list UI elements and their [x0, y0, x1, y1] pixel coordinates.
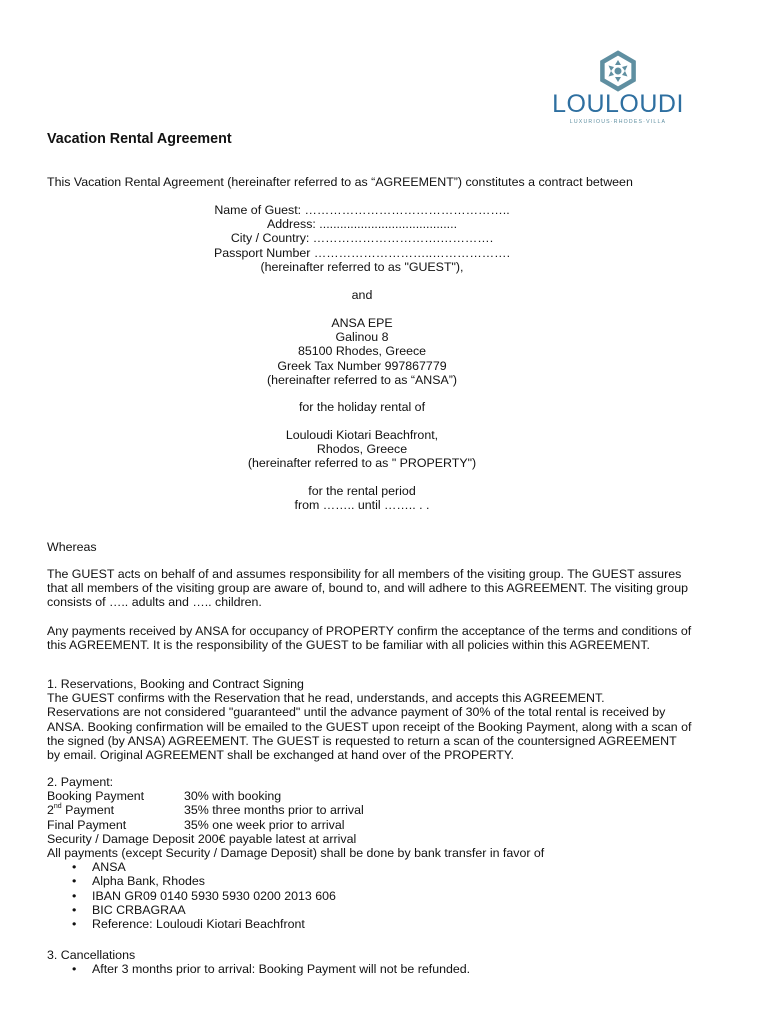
ansa-block [47, 316, 677, 387]
list-item: • Reference: Louloudi Kiotari Beachfront [47, 917, 727, 931]
louloudi-logo [548, 50, 688, 126]
rental-period-label: for the rental period [308, 484, 416, 498]
payment-row [47, 818, 727, 832]
cancellation-list [47, 962, 727, 976]
paragraph-line: The GUEST acts on behalf of and assumes responsibility for all members of the visiting group. The GUEST assures [47, 567, 682, 581]
list-item: • ANSA [47, 860, 727, 874]
property-block [47, 428, 677, 471]
payment-value: 35% one week prior to arrival [184, 817, 345, 832]
ansa-tax-number: Greek Tax Number 997867779 [277, 358, 447, 373]
bank-details-list [47, 860, 727, 931]
ansa-reference: (hereinafter referred to as “ANSA”) [266, 372, 458, 387]
property-reference: (hereinafter referred to as " PROPERTY") [247, 456, 477, 471]
bank-transfer-line: All payments (except Security / Damage Deposit) shall be done by bank transfer in favor of [47, 846, 545, 861]
group-responsibility-paragraph [47, 567, 727, 610]
section-cancellations [47, 948, 727, 976]
list-item: • BIC CRBAGRAA [47, 903, 727, 917]
ansa-city: 85100 Rhodes, Greece [297, 344, 427, 359]
and-text: and [351, 288, 373, 302]
payment-label [47, 803, 184, 817]
document-title: Vacation Rental Agreement [47, 131, 232, 147]
payment-row [47, 803, 727, 817]
payment-label-rest: Payment [61, 803, 115, 818]
holiday-rental-text: for the holiday rental of [298, 400, 426, 414]
intro-text: This Vacation Rental Agreement (hereinafter referred to as “AGREEMENT”) constitutes a contract between [47, 175, 633, 189]
paragraph-line: the signed (by ANSA) AGREEMENT. The GUEST is requested to return a scan of the countersigned AGREEMENT [47, 733, 677, 748]
brand-name: LOULOUDI [552, 90, 684, 118]
section-heading: 2. Payment: [47, 775, 114, 789]
paragraph-line: this AGREEMENT. It is the responsibility of the GUEST to be familiar with all policies within this AGREEMENT. [47, 638, 650, 653]
section-reservations [47, 677, 727, 762]
paragraph-line: The GUEST confirms with the Reservation that he read, understands, and accepts this AGREEMENT. [47, 691, 605, 706]
paragraph-line: consists of ….. adults and ….. children. [47, 595, 262, 610]
payment-value: 30% with booking [184, 789, 282, 804]
list-item: • IBAN GR09 0140 5930 5930 0200 2013 606 [47, 889, 727, 903]
property-location: Rhodos, Greece [316, 442, 408, 457]
payment-label: Final Payment [47, 817, 127, 832]
paragraph-line: that all members of the visiting group are aware of, bound to, and will adhere to this AGREEMENT. The visiting group [47, 581, 688, 596]
paragraph-line: Reservations are not considered "guaranteed" until the advance payment of 30% of the total rental is received by [47, 705, 666, 720]
flower-emblem-icon [597, 50, 639, 92]
ordinal-number: 2 [47, 803, 54, 818]
section-payment [47, 775, 727, 931]
paragraph-line: by email. Original AGREEMENT shall be exchanged at hand over of the PROPERTY. [47, 748, 514, 763]
ordinal-suffix: nd [53, 803, 62, 811]
payment-acceptance-paragraph [47, 624, 727, 652]
section-heading: 1. Reservations, Booking and Contract Signing [47, 677, 304, 691]
paragraph-line: ANSA. Booking confirmation will be emailed to the GUEST upon receipt of the Booking Payment, along with a scan of [47, 719, 692, 734]
payment-row [47, 789, 727, 803]
deposit-line: Security / Damage Deposit 200€ payable latest at arrival [47, 831, 357, 846]
guest-address-line: Address: ........................................ [266, 217, 458, 232]
property-name: Louloudi Kiotari Beachfront, [285, 428, 439, 442]
brand-tagline: LUXURIOUS·RHODES·VILLA [569, 119, 667, 125]
rental-period-dates: from …….. until …….. . . [294, 498, 430, 513]
whereas-text: Whereas [47, 540, 97, 554]
ansa-name: ANSA EPE [331, 316, 393, 330]
payment-label: Booking Payment [47, 789, 145, 804]
list-item: • Alpha Bank, Rhodes [47, 874, 727, 888]
payment-value: 35% three months prior to arrival [184, 803, 364, 818]
paragraph-line: Any payments received by ANSA for occupancy of PROPERTY confirm the acceptance of the terms and conditions of [47, 624, 692, 638]
guest-block [47, 203, 677, 274]
guest-name-line: Name of Guest: ………………………………………….. [214, 203, 510, 217]
section-heading: 3. Cancellations [47, 948, 136, 962]
guest-passport-line: Passport Number ………………………..………………. [213, 245, 511, 260]
list-item: • After 3 months prior to arrival: Booking Payment will not be refunded. [47, 962, 727, 976]
rental-period-block [47, 484, 677, 512]
guest-city-line: City / Country: ………………………….…………. [230, 231, 494, 246]
guest-reference-line: (hereinafter referred to as "GUEST"), [260, 259, 464, 274]
ansa-street: Galinou 8 [335, 330, 389, 345]
